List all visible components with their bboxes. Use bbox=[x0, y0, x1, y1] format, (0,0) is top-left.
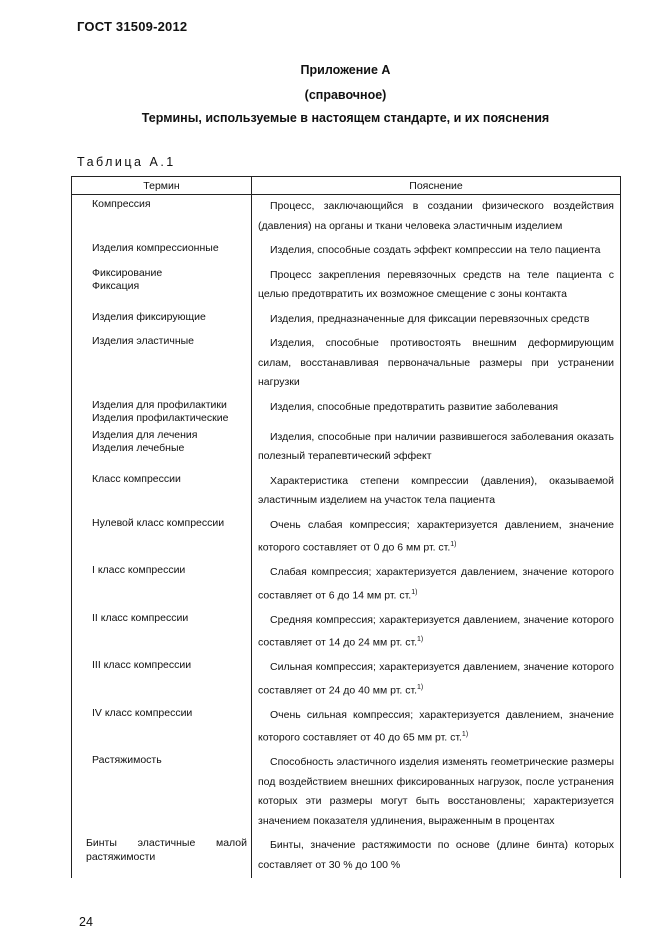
table-row bbox=[72, 308, 621, 333]
term-cell bbox=[72, 195, 252, 240]
term-text: Изделия эластичные bbox=[92, 335, 195, 347]
explanation-text: Изделия, способные предотвратить развитие заболевания bbox=[270, 400, 559, 413]
term-cell bbox=[72, 264, 252, 308]
table-row bbox=[72, 834, 621, 878]
explanation-text: Изделия, способные противостоять внешним деформирующим силам, восстанавливая первоначальные размеры при устранении нагрузки bbox=[258, 337, 614, 388]
explanation-cell bbox=[252, 470, 621, 514]
explanation-text: Изделия, способные при наличии развившегося заболевания оказать полезный терапевтический эффект bbox=[258, 430, 614, 462]
term-cell bbox=[72, 514, 252, 562]
term-cell bbox=[72, 396, 252, 426]
explanation-text: Изделия, способные создать эффект компрессии на тело пациента bbox=[270, 244, 601, 256]
term-text: I класс компрессии bbox=[92, 564, 186, 576]
term-text: Изделия фиксирующие bbox=[92, 310, 206, 323]
table-row bbox=[72, 426, 621, 470]
term-text: Изделия профилактические bbox=[92, 412, 229, 424]
explanation-cell bbox=[252, 239, 621, 264]
term-text: III класс компрессии bbox=[92, 659, 192, 671]
term-cell bbox=[72, 308, 252, 333]
table-row bbox=[72, 264, 621, 308]
explanation-text: Очень сильная компрессия; характеризуется давлением, значение которого составляет от 40 до 65 мм рт. ст. bbox=[258, 708, 614, 744]
table-row bbox=[72, 470, 621, 514]
explanation-cell bbox=[252, 656, 621, 704]
explanation-cell bbox=[252, 561, 621, 609]
footnote-marker: 1) bbox=[417, 636, 424, 643]
table-label: Таблица А.1 bbox=[77, 155, 176, 169]
term-text: Изделия лечебные bbox=[92, 442, 185, 454]
term-cell bbox=[72, 239, 252, 264]
term-cell bbox=[72, 656, 252, 704]
term-text: Компрессия bbox=[92, 198, 151, 210]
term-text: Изделия для профилактики bbox=[92, 398, 227, 411]
explanation-text: Характеристика степени компрессии (давления), оказываемой эластичным изделием на участок тела пациента bbox=[258, 474, 614, 506]
table-row bbox=[72, 704, 621, 752]
explanation-text: Процесс, заключающийся в создании физического воздействия (давления) на органы и ткани человека эластичным изделием bbox=[258, 200, 614, 232]
table-row bbox=[72, 195, 621, 240]
table-row bbox=[72, 332, 621, 396]
table-row bbox=[72, 751, 621, 834]
table-row bbox=[72, 561, 621, 609]
term-text: Нулевой класс компрессии bbox=[92, 516, 225, 529]
explanation-cell bbox=[252, 834, 621, 878]
explanation-cell bbox=[252, 609, 621, 657]
explanation-cell bbox=[252, 308, 621, 333]
appendix-heading: Термины, используемые в настоящем стандарте, и их пояснения bbox=[141, 111, 550, 125]
explanation-text: Слабая компрессия; характеризуется давлением, значение которого составляет от 6 до 14 мм рт. ст. bbox=[258, 566, 614, 601]
explanation-cell bbox=[252, 514, 621, 562]
term-cell bbox=[72, 834, 252, 878]
table-row bbox=[72, 396, 621, 426]
footnote-marker: 1) bbox=[417, 683, 424, 691]
column-header-explanation: Пояснение bbox=[252, 177, 621, 195]
term-cell bbox=[72, 751, 252, 834]
page-number: 24 bbox=[79, 915, 93, 929]
document-header: ГОСТ 31509-2012 bbox=[77, 19, 188, 34]
explanation-text: Процесс закрепления перевязочных средств на теле пациента с целью предотвратить их возможное смещение с зоны контакта bbox=[258, 268, 614, 300]
explanation-text: Средняя компрессия; характеризуется давлением, значение которого составляет от 14 до 24 мм рт. ст. bbox=[258, 613, 614, 649]
explanation-cell bbox=[252, 332, 621, 396]
explanation-cell bbox=[252, 264, 621, 308]
explanation-cell bbox=[252, 195, 621, 240]
footnote-marker: 1) bbox=[461, 731, 469, 738]
terms-table bbox=[71, 176, 621, 878]
term-cell bbox=[72, 609, 252, 657]
term-text: IV класс компрессии bbox=[92, 706, 193, 719]
term-cell bbox=[72, 470, 252, 514]
term-cell bbox=[72, 426, 252, 470]
table-row bbox=[72, 609, 621, 657]
term-cell bbox=[72, 704, 252, 752]
term-cell bbox=[72, 332, 252, 396]
term-text: Растяжимость bbox=[92, 754, 162, 766]
term-text: Бинты эластичные малой растяжимости bbox=[86, 837, 247, 863]
term-text: Класс компрессии bbox=[92, 472, 181, 485]
table-row bbox=[72, 514, 621, 562]
table-row bbox=[72, 239, 621, 264]
term-text: Фиксирование bbox=[92, 266, 163, 279]
explanation-cell bbox=[252, 704, 621, 752]
term-text: II класс компрессии bbox=[92, 611, 189, 624]
appendix-subtitle: (справочное) bbox=[304, 88, 387, 102]
explanation-text: Изделия, предназначенные для фиксации перевязочных средств bbox=[270, 312, 590, 325]
footnote-marker: 1) bbox=[411, 588, 418, 596]
table-row bbox=[72, 656, 621, 704]
explanation-text: Способность эластичного изделия изменять геометрические размеры под воздействием внешних фиксированных нагрузок, после устранения которых эти размеры могут быть восстановлены; характеризуется значением показателя удлинения, выраженным в процентах bbox=[258, 756, 614, 827]
appendix-title: Приложение А bbox=[300, 63, 391, 77]
explanation-cell bbox=[252, 426, 621, 470]
term-cell bbox=[72, 561, 252, 609]
term-text: Изделия компрессионные bbox=[92, 242, 219, 254]
explanation-text: Очень слабая компрессия; характеризуется давлением, значение которого составляет от 0 до 6 мм рт. ст. bbox=[258, 518, 614, 554]
table-header-row bbox=[72, 177, 621, 195]
column-header-term: Термин bbox=[72, 177, 252, 195]
explanation-text: Сильная компрессия; характеризуется давлением, значение которого составляет от 24 до 40 мм рт. ст. bbox=[258, 661, 614, 696]
explanation-cell bbox=[252, 396, 621, 426]
explanation-cell bbox=[252, 751, 621, 834]
explanation-text: Бинты, значение растяжимости по основе (длине бинта) которых составляет от 30 % до 100 % bbox=[258, 839, 614, 871]
footnote-marker: 1) bbox=[450, 541, 457, 548]
table-body bbox=[72, 195, 621, 879]
term-text: Фиксация bbox=[92, 280, 140, 292]
term-text: Изделия для лечения bbox=[92, 428, 198, 441]
